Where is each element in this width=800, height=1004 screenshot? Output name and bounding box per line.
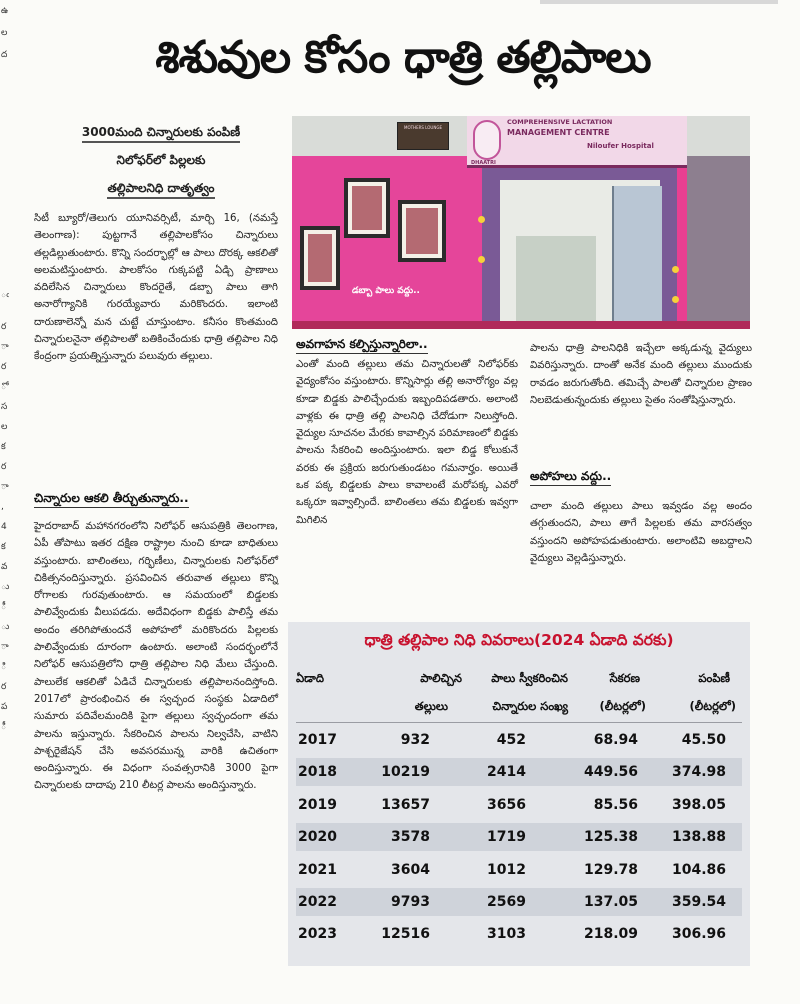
header-distributed-2: (లీటర్లలో) [689, 699, 736, 713]
cabinet [516, 236, 596, 329]
header-year: ఏడాది [296, 671, 325, 685]
header-recipients-2: చిన్నారుల సంఖ్య [492, 699, 568, 713]
cell-donors: 13657 [381, 796, 430, 813]
mothers-lounge-board: MOTHERS LOUNGE [397, 122, 449, 150]
top-rule [540, 0, 778, 4]
header-recipients: పాలు స్వీకరించిన [491, 671, 568, 685]
edge-fragment: 4 [1, 522, 7, 532]
edge-fragment: ీ [1, 722, 7, 732]
hospital-photo [292, 116, 750, 329]
cell-donors: 12516 [381, 926, 430, 943]
edge-fragment: ా [1, 482, 9, 492]
wall-frame [344, 178, 390, 238]
edge-fragment: ద [1, 50, 8, 60]
floor-rail [292, 321, 750, 329]
edge-fragment: ీ [1, 602, 7, 612]
cell-collected: 218.09 [583, 926, 638, 943]
cell-collected: 449.56 [583, 764, 638, 781]
cell-donors: 932 [400, 732, 430, 748]
cell-collected: 68.94 [593, 732, 638, 748]
logo-label: DHAATRI [471, 160, 496, 166]
cell-year: 2023 [298, 926, 337, 943]
cell-collected: 129.78 [583, 861, 638, 878]
cell-recipients: 1719 [487, 829, 526, 846]
edge-fragment: ా [1, 342, 9, 352]
cell-donors: 9793 [391, 894, 430, 910]
edge-fragment: స [1, 402, 8, 412]
article-col3-body-2: చాలా మంది తల్లులు పాలు ఇవ్వడం వల్ల అందం తగ్గుతుందని, పాలు తాగే పిల్లలకు తమ వారసత్వం వస్తుందని అపోహపడుతుంటారు. అలాంటివి అబద్దాలని వైద్యులు వెల్లడిస్తున్నారు. [530, 501, 752, 564]
edge-fragment: ర [1, 462, 7, 472]
header-donors: పాలిచ్చిన [420, 671, 462, 685]
edge-fragment: ర [1, 322, 7, 332]
section-heading-myths: అపోహలు వద్దు.. [530, 468, 611, 484]
cell-recipients: 452 [496, 732, 526, 748]
edge-fragment: ు [1, 582, 10, 592]
cell-distributed: 138.88 [671, 829, 726, 846]
edge-fragment: క [1, 542, 6, 552]
cell-year: 2021 [298, 861, 337, 878]
edge-fragment: ా [1, 642, 9, 652]
edge-fragment: ల [1, 422, 8, 432]
article-col3-body: పాలను ధాత్రి పాలనిధికి ఇచ్చేలా అక్కడున్న వైద్యులు వివరిస్తున్నారు. దాంతో అనేక మంది తల్లులు ముందుకు రావడం జరుగుతోంది. తమిచ్చే పాలతో చిన్నారుల ప్రాణం నిలబెడుతున్నందుకు తల్లులు సైతం సంతోషిస్తున్నారు. [530, 343, 752, 406]
edge-fragment: వ [1, 562, 8, 572]
cell-year: 2018 [298, 764, 337, 781]
side-wall [687, 156, 750, 329]
section-heading-awareness: అవగాహన కల్పిస్తున్నారిలా.. [296, 336, 428, 352]
article-col2-body: ఎంతో మంది తల్లులు తమ చిన్నారులతో నిలోఫర్‌కు వైద్యంకోసం వస్తుంటారు. కొన్నిసార్లు తల్లి అనారోగ్యం వల్ల కూడా బిడ్డకు పాలిచ్చేందుకు ఇబ్బందిపడతారు. అలాంటి వాళ్లకు ఈ ధాత్రి తల్లి పాలనిధి చేదోడుగా నిలుస్తోంది. వైద్యుల సూచనల మేరకు కావాల్సిన పరిమాణంలో బిడ్డకు పాలను సేకరించి అందిస్తుంటారు. ఇలా బిడ్డ కోలుకునే వరకు ఈ ప్రక్రియ జరుగుతుండటం గమనార్హం. అయితే ఒక పక్క బిడ్డలకు పాలు కావాలంటే మరోపక్క ఎవరో ఒక్కరూ ఇవ్వాల్సిందే. బాలింతలు తమ బిడ్డలకు ఇవ్వగా మిగిలిన [296, 359, 518, 526]
cell-recipients: 3656 [487, 796, 526, 813]
edge-fragment: క [1, 442, 6, 452]
cell-collected: 85.56 [593, 796, 638, 813]
sign-line-1: COMPREHENSIVE LACTATION [507, 118, 613, 126]
edge-fragment: ల [1, 28, 8, 38]
adjacent-column-edge [0, 0, 16, 1004]
edge-fragment: ఁ [1, 290, 9, 300]
cell-recipients: 3103 [487, 926, 526, 943]
cell-recipients: 1012 [487, 861, 526, 878]
headline: శిశువుల కోసం ధాత్రి తల్లిపాలు [155, 32, 651, 83]
cell-year: 2017 [298, 732, 337, 748]
cell-donors: 3604 [391, 861, 430, 878]
cell-year: 2022 [298, 894, 337, 910]
cell-recipients: 2569 [487, 894, 526, 910]
subhead-line-1: 3000మంది చిన్నారులకు పంపిణీ [36, 118, 286, 146]
cell-distributed: 398.05 [671, 796, 726, 813]
wall-frame [398, 200, 446, 262]
wall-frame [300, 226, 340, 290]
cell-year: 2020 [298, 829, 337, 846]
cell-collected: 137.05 [583, 894, 638, 910]
decor-light [672, 266, 679, 273]
edge-fragment: ర [1, 682, 7, 692]
header-collected: సేకరణ [609, 671, 640, 685]
subhead-line-3: తల్లిపాలనిధి దాతృత్వం [36, 174, 286, 202]
decor-light [478, 256, 485, 263]
sign-line-3: Niloufer Hospital [587, 142, 654, 150]
header-distributed: పంపిణీ [698, 671, 730, 685]
glass-door [612, 186, 662, 329]
edge-fragment: ఉ [1, 6, 9, 16]
subhead-line-2: నిలోఫర్‌లో పిల్లలకు [116, 153, 206, 167]
cell-collected: 125.38 [583, 829, 638, 846]
article-col1-body: హైదరాబాద్ మహానగరంలోని నిలోఫర్ ఆసుపత్రికి తెలంగాణ, ఏపీ తోపాటు ఇతర దక్షిణ రాష్ట్రాల నుంచి కూడా బాధితులు వస్తుంటారు. బాలింతలు, గర్భిణీలు, చిన్నారులకు నిలోఫర్‌లో చికిత్సనందిస్తున్నారు. ప్రసవించిన తరువాత తల్లులు కొన్ని రోగాలకు గురవుతుంటారు. ఆ సమయంలో బిడ్డలకు పాలివ్వేందుకు వీలుపడదు. అదేవిధంగా బిడ్డకు పాలిస్తే తమ అందం తరిగిపోతుందనే అపోహలో మరికొందరు పిల్లలకు పాలివ్వేందుకు దూరంగా ఉంటారు. అలాంటి సందర్భంలోనే నిలోఫర్ ఆసుపత్రిలోని ధాత్రి తల్లిపాల నిధి మేలు చేస్తుంది. పాలులేక ఆకలితో ఏడిచే చిన్నారులకు తల్లిపాలనందిస్తోంది. 2017లో ప్రారంభించిన ఈ స్వచ్ఛంద సంస్థకు ఏడాదిలో సుమారు పదివేలమందికి పైగా తల్లులు స్వచ్ఛందంగా తమ పాలను ఇస్తున్నారు. సేకరించిన పాలను నిల్వచేసి, వాటిని పాశ్చరైజేషన్ చేసి అవసరమున్న వారికి ఉచితంగా అందిస్తున్నారు. ఈ విధంగా సంవత్సరానికి 3000 పైగా చిన్నారులకు దాదాపు 210 లీటర్ల పాలను అందిస్తున్నారు. [34, 521, 278, 792]
edge-fragment: ి [1, 662, 7, 672]
cell-recipients: 2414 [487, 764, 526, 781]
decor-light [478, 216, 485, 223]
cell-distributed: 359.54 [671, 894, 726, 910]
wall-slogan: డబ్బా పాలు వద్దు.. [352, 286, 420, 296]
header-divider [296, 722, 742, 723]
decor-light [672, 296, 679, 303]
edge-fragment: ు [1, 622, 10, 632]
cell-year: 2019 [298, 796, 337, 813]
cell-distributed: 104.86 [671, 861, 726, 878]
cell-donors: 10219 [381, 764, 430, 781]
table-title: ధాత్రి తల్లిపాల నిధి వివరాలు(2024 ఏడాది వరకు) [364, 631, 674, 649]
cell-donors: 3578 [391, 829, 430, 846]
edge-fragment: , [1, 502, 4, 512]
edge-fragment: ప [1, 702, 8, 712]
lactation-centre-sign [467, 116, 687, 168]
cell-distributed: 374.98 [671, 764, 726, 781]
section-heading-hunger: చిన్నారుల ఆకలి తీర్చుతున్నారు.. [34, 490, 189, 506]
edge-fragment: ర [1, 362, 7, 372]
header-donors-2: తల్లులు [414, 699, 448, 713]
sign-line-2: MANAGEMENT CENTRE [507, 128, 610, 137]
cell-distributed: 306.96 [671, 926, 726, 943]
cell-distributed: 45.50 [681, 732, 726, 748]
edge-fragment: ో [1, 382, 7, 392]
article-intro: సిటీ బ్యూరో/తెలుగు యూనివర్సిటీ, మార్చి 16, (నమస్తే తెలంగాణ): పుట్టగానే తల్లిపాలకోసం చిన్నారులు తల్లడిల్లుతుంటారు. కొన్ని సందర్భాల్లో ఆ పాలు దొరక్క ఆకలితో అలమటిస్తుంటారు. పాలకోసం గుక్కపట్టి ఏడ్చి ప్రాణాలు వదిలేసిన చిన్నారులు కొందరైతే, డబ్బా పాలు తాగి అనారోగ్యానికి గురయ్యేవారు మరికొందరు. ఇలాంటి దారుణాలెన్నో మన చుట్టే చూస్తుంటాం. కనీసం కొంతమంది చిన్నారులనైనా తల్లిపాలతో బతికించేందుకు ధాత్రి తల్లిపాల నిధి కేంద్రంగా ప్రయత్నిస్తున్నారు పలువురు తల్లులు. [34, 213, 278, 363]
header-collected-2: (లీటర్లలో) [599, 699, 646, 713]
dhaatri-logo [473, 120, 501, 160]
